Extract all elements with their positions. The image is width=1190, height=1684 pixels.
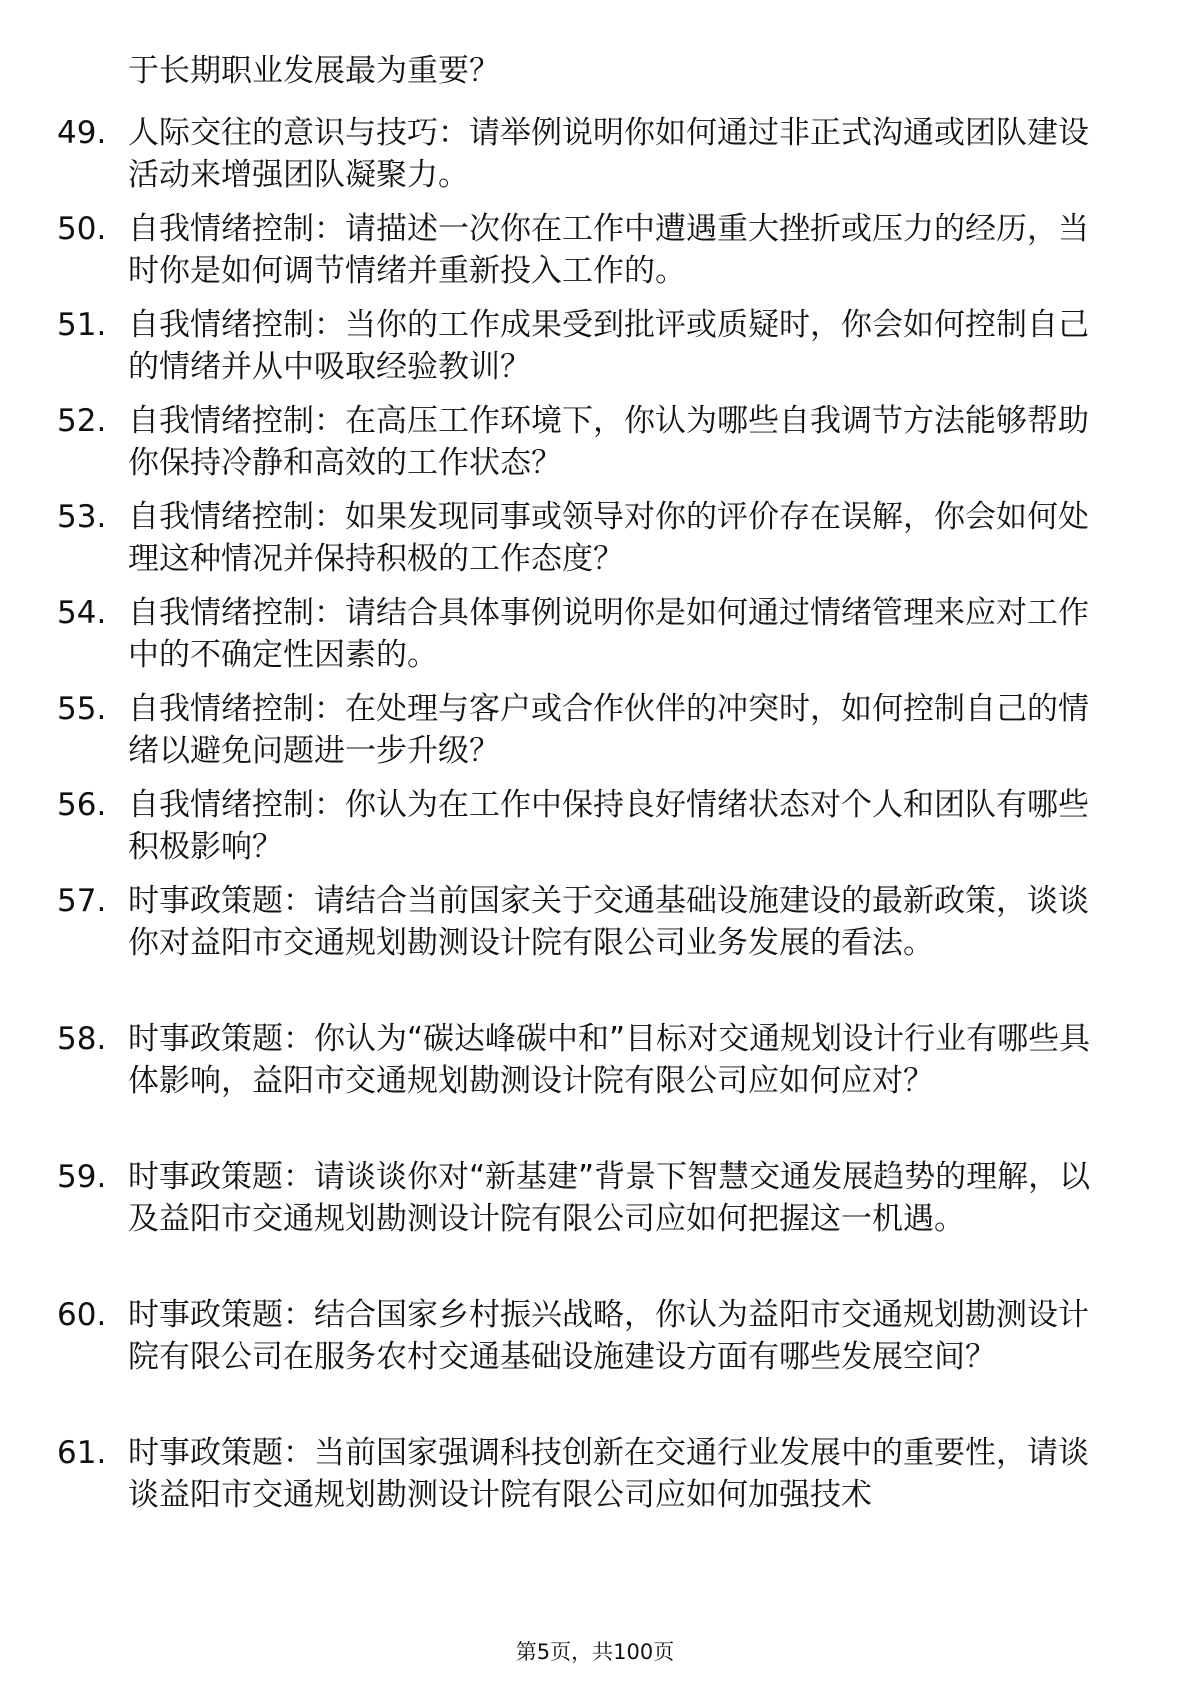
question-text: 时事政策题：结合国家乡村振兴战略，你认为益阳市交通规划勘测设计院有限公司在服务农村交通基础设施建设方面有哪些发展空间？ xyxy=(128,1297,1089,1375)
question-number: 56. xyxy=(57,787,107,823)
question-text: 自我情绪控制：你认为在工作中保持良好情绪状态对个人和团队有哪些积极影响？ xyxy=(128,787,1089,865)
question-text: 自我情绪控制：在处理与客户或合作伙伴的冲突时，如何控制自己的情绪以避免问题进一步升级？ xyxy=(128,691,1089,769)
question-number: 50. xyxy=(57,211,107,247)
question-text: 自我情绪控制：在高压工作环境下，你认为哪些自我调节方法能够帮助你保持冷静和高效的工作状态？ xyxy=(128,403,1089,481)
question-number: 54. xyxy=(57,595,107,631)
continuation-text: 于长期职业发展最为重要？ xyxy=(128,53,500,89)
question-number: 59. xyxy=(57,1159,107,1195)
question-text: 自我情绪控制：请描述一次你在工作中遭遇重大挫折或压力的经历，当时你是如何调节情绪并重新投入工作的。 xyxy=(128,211,1089,289)
question-text: 时事政策题：当前国家强调科技创新在交通行业发展中的重要性，请谈谈益阳市交通规划勘测设计院有限公司应如何加强技术 xyxy=(128,1435,1089,1513)
question-number: 55. xyxy=(57,691,107,727)
question-number: 58. xyxy=(57,1021,107,1057)
question-number: 53. xyxy=(57,499,107,535)
question-text: 自我情绪控制：当你的工作成果受到批评或质疑时，你会如何控制自己的情绪并从中吸取经验教训？ xyxy=(128,307,1089,385)
question-text: 时事政策题：请结合当前国家关于交通基础设施建设的最新政策，谈谈你对益阳市交通规划勘测设计院有限公司业务发展的看法。 xyxy=(128,883,1089,961)
question-number: 57. xyxy=(57,883,107,919)
question-number: 52. xyxy=(57,403,107,439)
question-number: 60. xyxy=(57,1297,107,1333)
watermark-text: ​ xyxy=(272,1053,380,1191)
question-number: 51. xyxy=(57,307,107,343)
question-text: 时事政策题：请谈谈你对“新基建”背景下智慧交通发展趋势的理解，以及益阳市交通规划勘测设计院有限公司应如何把握这一机遇。 xyxy=(128,1159,1091,1237)
question-text: 自我情绪控制：如果发现同事或领导对你的评价存在误解，你会如何处理这种情况并保持积极的工作态度？ xyxy=(128,499,1089,577)
question-text: 自我情绪控制：请结合具体事例说明你是如何通过情绪管理来应对工作中的不确定性因素的。 xyxy=(128,595,1089,673)
question-number: 49. xyxy=(57,115,107,151)
question-text: 人际交往的意识与技巧：请举例说明你如何通过非正式沟通或团队建设活动来增强团队凝聚力。 xyxy=(128,115,1089,193)
page-footer: 第5页，共100页 xyxy=(515,1640,675,1664)
question-number: 61. xyxy=(57,1435,107,1471)
question-text: 时事政策题：你认为“碳达峰碳中和”目标对交通规划设计行业有哪些具体影响，益阳市交通规划勘测设计院有限公司应如何应对？ xyxy=(128,1021,1091,1099)
